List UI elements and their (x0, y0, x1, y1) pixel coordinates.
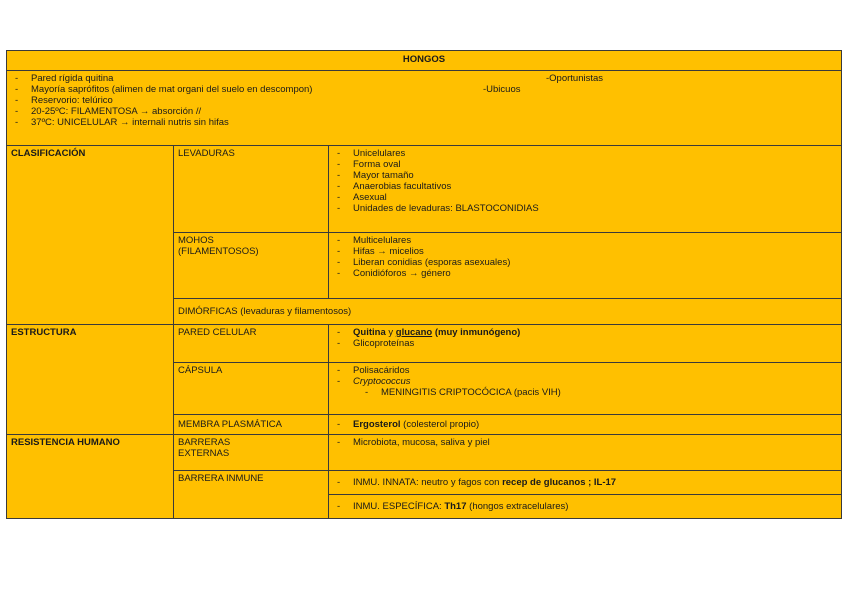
conjunction: y (385, 327, 396, 338)
list-item: - Anaerobias facultativos (333, 181, 837, 192)
mohos-label (174, 233, 329, 299)
intro-list (11, 73, 312, 128)
list-item (333, 419, 837, 430)
list-item: - MENINGITIS CRIPTOCÓCICA (pacis VIH) (333, 387, 837, 398)
innata-bold: recep de glucanos ; IL-17 (502, 477, 617, 488)
hongos-table (6, 50, 842, 519)
list-item: - Multicelulares (333, 235, 837, 246)
list-item: - Forma oval (333, 159, 837, 170)
table-title: HONGOS (7, 51, 842, 71)
barreras-label-line1: BARRERAS (178, 437, 231, 448)
section-clasificacion: CLASIFICACIÓN (7, 146, 174, 325)
list-item: - Reservorio: telúrico (11, 95, 312, 106)
capsula-label: CÁPSULA (174, 363, 329, 415)
pared-label: PARED CELULAR (174, 325, 329, 363)
levaduras-label: LEVADURAS (174, 146, 329, 233)
glucano-term: glucano (395, 327, 433, 338)
list-item (333, 327, 837, 338)
capsula-cell (329, 363, 842, 415)
especifica-cell (329, 495, 842, 519)
pared-cell (329, 325, 842, 363)
list-item: - 37ºC: UNICELULAR → internali nutris sin hifas (11, 117, 312, 128)
inmunogeno-note: (muy inmunógeno) (432, 327, 521, 338)
mohos-label-line2: (FILAMENTOSOS) (178, 246, 259, 257)
innata-cell (329, 471, 842, 495)
list-item: - Microbiota, mucosa, saliva y piel (333, 437, 837, 448)
list-item: - Pared rígida quitina (11, 73, 312, 84)
list-item (333, 376, 837, 387)
barreras-label-line2: EXTERNAS (178, 448, 230, 459)
oportunistas-note: -Oportunistas (546, 73, 604, 84)
list-item: - Polisacáridos (333, 365, 837, 376)
list-item: - Hifas → micelios (333, 246, 837, 257)
colesterol-note: (colesterol propio) (400, 419, 480, 430)
cryptococcus-term: Cryptococcus (353, 376, 411, 387)
list-item: - Mayoría saprófitos (alimen de mat organi del suelo en descompon) (11, 84, 312, 95)
th17-term: Th17 (444, 501, 467, 512)
barreras-label (174, 435, 329, 471)
inmune-label: BARRERA INMUNE (174, 471, 329, 519)
list-item: - Conidióforos → género (333, 268, 837, 279)
list-item (333, 501, 837, 512)
list-item (333, 477, 837, 488)
list-item: - 20-25ºC: FILAMENTOSA → absorción // (11, 106, 312, 117)
ergosterol-term: Ergosterol (353, 419, 401, 430)
membrana-label: MEMBRA PLASMÁTICA (174, 415, 329, 435)
list-item: - Mayor tamaño (333, 170, 837, 181)
section-estructura: ESTRUCTURA (7, 325, 174, 435)
mohos-label-line1: MOHOS (178, 235, 214, 246)
quitina-term: Quitina (353, 327, 386, 338)
list-item: - Unidades de levaduras: BLASTOCONIDIAS (333, 203, 837, 214)
levaduras-cell (329, 146, 842, 233)
innata-text: INMU. INNATA: neutro y fagos con (353, 477, 503, 488)
especifica-text: INMU. ESPECÍFICA: (353, 501, 445, 512)
barreras-cell (329, 435, 842, 471)
list-item: - Liberan conidias (esporas asexuales) (333, 257, 837, 268)
especifica-rest: (hongos extracelulares) (466, 501, 569, 512)
list-item: - Asexual (333, 192, 837, 203)
membrana-cell (329, 415, 842, 435)
list-item: - Glicoproteínas (333, 338, 837, 349)
mohos-cell (329, 233, 842, 299)
list-item: - Unicelulares (333, 148, 837, 159)
section-resistencia: RESISTENCIA HUMANO (7, 435, 174, 519)
ubicuos-note: -Ubicuos (483, 84, 521, 95)
intro-cell (7, 71, 842, 146)
dimorficas-cell: DIMÓRFICAS (levaduras y filamentosos) (174, 299, 842, 325)
